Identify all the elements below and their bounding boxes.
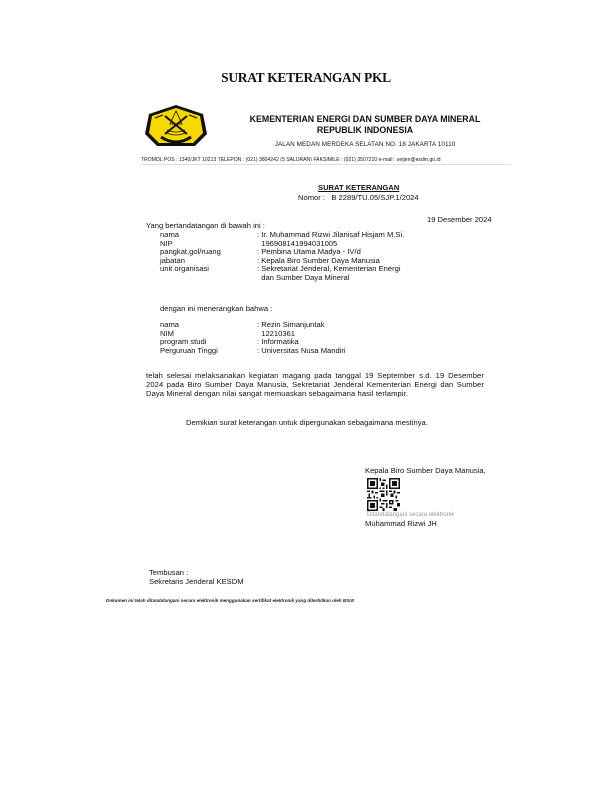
qr-code-icon: [367, 478, 400, 511]
cc-recipient: Sekretaris Jenderal KESDM: [149, 577, 244, 586]
letterhead-contact: TROMOL POS : 1340/JKT 10213 TELEPON : (021) 3804242 (5 SALURAN) FAKSIMILE : (021) 3507210 e-mail : setjen@esdm.go.id: [141, 157, 441, 163]
document-title: SURAT KETERANGAN PKL: [221, 70, 391, 85]
letter-number-value: B 2289/TU.05/SJP.1/2024: [331, 193, 419, 202]
lead-statement: Yang bertandatangan di bawah ini :: [146, 221, 265, 230]
esign-footer-note: Dokumen ini telah ditandatangani secara elektronik menggunakan sertifikat elektronik yang diterbitkan oleh BSrE: [106, 598, 355, 603]
esign-caption: Ditandatangani secara elektronik: [367, 512, 455, 518]
letter-number: [298, 193, 419, 202]
explain-statement: dengan ini menerangkan bahwa :: [160, 304, 273, 313]
cc-label: Tembusan :: [149, 568, 189, 577]
letterhead-divider: [141, 164, 511, 165]
letterhead-ministry: KEMENTERIAN ENERGI DAN SUMBER DAYA MINERAL: [249, 114, 481, 124]
letter-date: 19 Desember 2024: [427, 215, 492, 224]
letterhead-country: REPUBLIK INDONESIA: [316, 125, 414, 135]
body-paragraph: telah selesai melaksanakan kegiatan magang pada tanggal 19 September s.d. 19 Desember 2024 pada Biro Sumber Daya Manusia, Sekretariat Jenderal Kementerian Energi dan Sumber Daya Mineral dengan nilai sangat memuaskan sebagaimana hasil terlampir.: [146, 371, 484, 398]
student-details: nama : Rezin Simanjuntak NIM 12210361 program studi : Informatika Perguruan Tinggi : Universitas Nusa Mandiri: [160, 320, 346, 355]
signer-details: nama : Ir. Muhammad Rizwi Jilanisaf Hisjam M.Si. NIP 196908141994031005 pangkat,gol/ruang : Pembina Utama Madya - IV/d jabatan : Kepala Biro Sumber Daya Manusia unit organisasi : Sekretariat Jenderal, Kementerian Energi dan Sumber Daya Mineral: [160, 230, 405, 282]
signatory-title: Kepala Biro Sumber Daya Manusia,: [365, 466, 486, 475]
kesdm-emblem-icon: [143, 104, 209, 148]
closing-statement: Demikian surat keterangan untuk dipergunakan sebagaimana mestinya.: [186, 418, 428, 427]
letterhead-address: JALAN MEDAN MERDEKA SELATAN NO. 18 JAKARTA 10110: [274, 141, 456, 148]
letter-heading: SURAT KETERANGAN: [318, 183, 400, 192]
letter-number-label: Nomor :: [298, 193, 326, 202]
signatory-name: Muhammad Rizwi JH: [365, 519, 437, 528]
